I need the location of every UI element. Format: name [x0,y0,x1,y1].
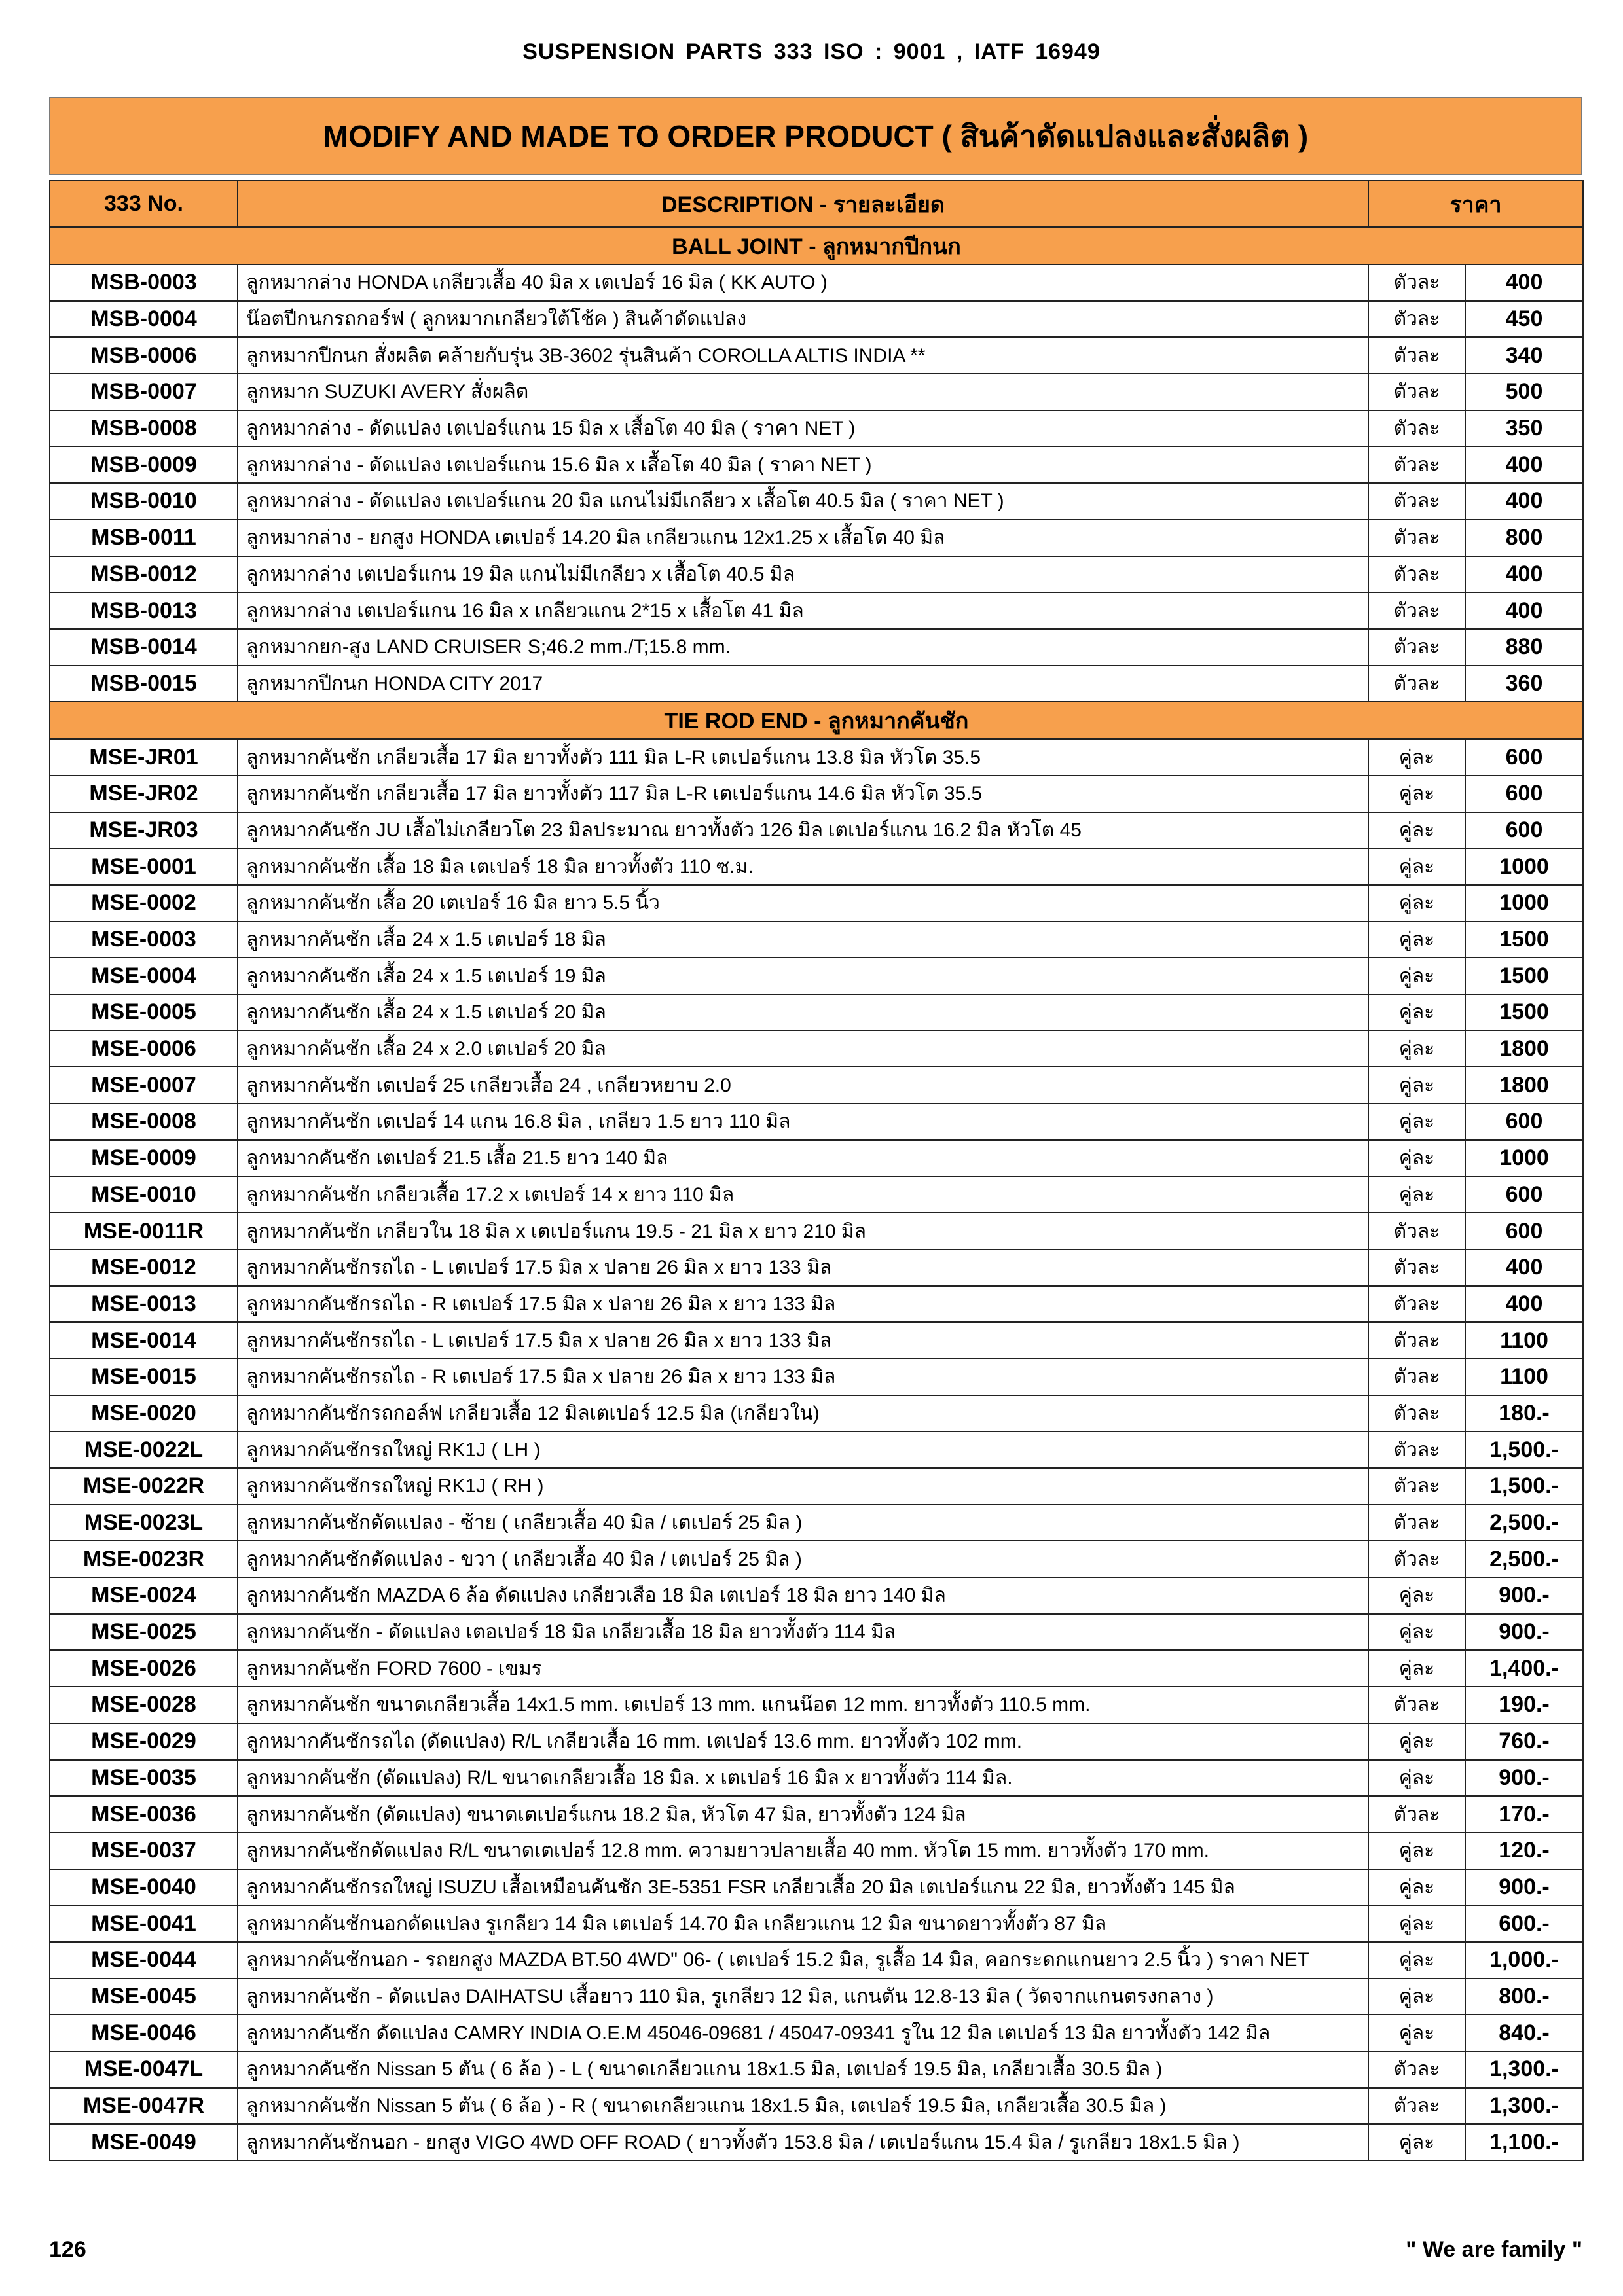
part-code-cell: MSE-0011R [50,1213,238,1249]
unit-cell: คู่ละ [1368,1869,1465,1906]
description-cell: ลูกหมากล่าง - ยกสูง HONDA เตเปอร์ 14.20 มิล เกลียวแกน 12x1.25 x เสื้อโต 40 มิล [238,520,1368,556]
part-code-cell: MSE-0022L [50,1431,238,1468]
part-code-cell: MSE-0013 [50,1286,238,1323]
price-cell: 1000 [1465,848,1583,885]
description-cell: ลูกหมากคันชัก เสื้อ 24 x 1.5 เตเปอร์ 19 มิล [238,958,1368,994]
unit-cell: คู่ละ [1368,1942,1465,1979]
table-row [50,994,1583,1031]
footer-slogan: " We are family " [1406,2237,1582,2262]
price-cell: 600 [1465,776,1583,812]
unit-cell: ตัวละ [1368,1322,1465,1359]
description-cell: ลูกหมากคันชักนอก - ยกสูง VIGO 4WD OFF ROAD ( ยาวทั้งตัว 153.8 มิล / เตเปอร์แกน 15.4 มิล / รูเกลียว 18x1.5 มิล ) [238,2124,1368,2161]
part-code-cell: MSE-0008 [50,1103,238,1140]
part-code-cell: MSE-0001 [50,848,238,885]
price-cell: 170.- [1465,1796,1583,1833]
description-cell: ลูกหมากคันชักรถไถ - L เตเปอร์ 17.5 มิล x ปลาย 26 มิล x ยาว 133 มิล [238,1249,1368,1286]
part-code-cell: MSB-0009 [50,446,238,483]
table-row [50,1796,1583,1833]
price-cell: 1,500.- [1465,1468,1583,1505]
table-row [50,958,1583,994]
table-row [50,1687,1583,1723]
part-code-cell: MSE-0036 [50,1796,238,1833]
part-code-cell: MSE-0024 [50,1577,238,1614]
unit-cell: ตัวละ [1368,1213,1465,1249]
unit-cell: คู่ละ [1368,885,1465,922]
table-row [50,885,1583,922]
price-cell: 1000 [1465,885,1583,922]
price-cell: 400 [1465,446,1583,483]
description-cell: ลูกหมากคันชัก เกลียวใน 18 มิล x เตเปอร์แกน 19.5 - 21 มิล x ยาว 210 มิล [238,1213,1368,1249]
table-row [50,2124,1583,2161]
unit-cell: ตัวละ [1368,666,1465,702]
unit-cell: คู่ละ [1368,2015,1465,2051]
table-row [50,1905,1583,1942]
price-cell: 1100 [1465,1359,1583,1395]
table-row [50,1833,1583,1869]
price-cell: 1,400.- [1465,1650,1583,1687]
part-code-cell: MSB-0015 [50,666,238,702]
price-cell: 2,500.- [1465,1541,1583,1577]
table-row [50,264,1583,301]
section-header-row [50,702,1583,739]
table-row [50,629,1583,666]
price-cell: 1100 [1465,1322,1583,1359]
part-code-cell: MSE-0045 [50,1979,238,2015]
price-cell: 880 [1465,629,1583,666]
price-cell: 1,100.- [1465,2124,1583,2161]
price-cell: 840.- [1465,2015,1583,2051]
part-code-cell: MSE-0047R [50,2088,238,2125]
description-cell: ลูกหมากคันชักนอกดัดแปลง รูเกลียว 14 มิล เตเปอร์ 14.70 มิล เกลียวแกน 12 มิล ขนาดยาวทั้งตัว 87 มิล [238,1905,1368,1942]
part-code-cell: MSE-0005 [50,994,238,1031]
description-cell: ลูกหมากคันชักรถไถ (ดัดแปลง) R/L เกลียวเสื้อ 16 mm. เตเปอร์ 13.6 mm. ยาวทั้งตัว 102 mm. [238,1723,1368,1760]
unit-cell: ตัวละ [1368,1541,1465,1577]
price-cell: 400 [1465,592,1583,629]
table-body [50,227,1583,2161]
description-cell: ลูกหมากคันชักรถกอล์ฟ เกลียวเสื้อ 12 มิลเตเปอร์ 12.5 มิล (เกลียวใน) [238,1395,1368,1432]
part-code-cell: MSB-0013 [50,592,238,629]
part-code-cell: MSE-0002 [50,885,238,922]
column-header-code: 333 No. [50,181,238,227]
table-row [50,1760,1583,1797]
price-cell: 350 [1465,410,1583,447]
description-cell: ลูกหมากคันชักดัดแปลง R/L ขนาดเตเปอร์ 12.8 mm. ความยาวปลายเสื้อ 40 mm. หัวโต 15 mm. ยาวทั้งตัว 170 mm. [238,1833,1368,1869]
part-code-cell: MSE-0015 [50,1359,238,1395]
part-code-cell: MSE-0044 [50,1942,238,1979]
price-cell: 800.- [1465,1979,1583,2015]
unit-cell: คู่ละ [1368,1760,1465,1797]
price-cell: 190.- [1465,1687,1583,1723]
description-cell: ลูกหมากคันชักรถใหญ่ RK1J ( RH ) [238,1468,1368,1505]
price-cell: 1800 [1465,1031,1583,1067]
unit-cell: ตัวละ [1368,410,1465,447]
description-cell: ลูกหมากคันชัก เสื้อ 20 เตเปอร์ 16 มิล ยาว 5.5 นิ้ว [238,885,1368,922]
table-row [50,446,1583,483]
unit-cell: คู่ละ [1368,1833,1465,1869]
part-code-cell: MSE-0003 [50,922,238,958]
part-code-cell: MSE-0025 [50,1614,238,1651]
price-cell: 400 [1465,483,1583,520]
description-cell: ลูกหมาก SUZUKI AVERY สั่งผลิต [238,374,1368,410]
price-list-table [49,180,1584,2161]
unit-cell: ตัวละ [1368,301,1465,338]
price-cell: 500 [1465,374,1583,410]
unit-cell: ตัวละ [1368,2051,1465,2088]
part-code-cell: MSE-0040 [50,1869,238,1906]
unit-cell: คู่ละ [1368,922,1465,958]
unit-cell: คู่ละ [1368,994,1465,1031]
price-cell: 1500 [1465,994,1583,1031]
description-cell: ลูกหมากคันชักดัดแปลง - ซ้าย ( เกลียวเสื้อ 40 มิล / เตเปอร์ 25 มิล ) [238,1505,1368,1541]
unit-cell: คู่ละ [1368,958,1465,994]
table-row [50,1942,1583,1979]
price-cell: 600 [1465,1177,1583,1213]
unit-cell: คู่ละ [1368,1577,1465,1614]
table-row [50,812,1583,849]
price-cell: 1,500.- [1465,1431,1583,1468]
description-cell: ลูกหมากคันชัก Nissan 5 ตัน ( 6 ล้อ ) - R ( ขนาดเกลียวแกน 18x1.5 มิล, เตเปอร์ 19.5 มิล, เกลียวเสื้อ 30.5 มิล ) [238,2088,1368,2125]
table-row [50,374,1583,410]
part-code-cell: MSE-0009 [50,1140,238,1177]
description-cell: ลูกหมากคันชักรถไถ - R เตเปอร์ 17.5 มิล x ปลาย 26 มิล x ยาว 133 มิล [238,1286,1368,1323]
part-code-cell: MSE-0047L [50,2051,238,2088]
price-cell: 1,300.- [1465,2051,1583,2088]
unit-cell: คู่ละ [1368,1979,1465,2015]
description-cell: ลูกหมากคันชัก เกลียวเสื้อ 17 มิล ยาวทั้งตัว 117 มิล L-R เตเปอร์แกน 14.6 มิล หัวโต 35.5 [238,776,1368,812]
description-cell: ลูกหมากคันชัก เกลียวเสื้อ 17.2 x เตเปอร์ 14 x ยาว 110 มิล [238,1177,1368,1213]
price-cell: 900.- [1465,1760,1583,1797]
table-row [50,556,1583,593]
table-row [50,1359,1583,1395]
table-row [50,520,1583,556]
unit-cell: ตัวละ [1368,556,1465,593]
price-cell: 1500 [1465,958,1583,994]
table-row [50,2015,1583,2051]
price-cell: 360 [1465,666,1583,702]
table-header-row [50,181,1583,227]
unit-cell: ตัวละ [1368,592,1465,629]
part-code-cell: MSE-JR01 [50,739,238,776]
part-code-cell: MSE-0023R [50,1541,238,1577]
description-cell: ลูกหมากคันชัก Nissan 5 ตัน ( 6 ล้อ ) - L ( ขนาดเกลียวแกน 18x1.5 มิล, เตเปอร์ 19.5 มิล, เกลียวเสื้อ 30.5 มิล ) [238,2051,1368,2088]
price-cell: 1800 [1465,1067,1583,1103]
table-row [50,337,1583,374]
description-cell: ลูกหมากคันชักรถใหญ่ RK1J ( LH ) [238,1431,1368,1468]
price-cell: 1000 [1465,1140,1583,1177]
description-cell: ลูกหมากคันชัก - ดัดแปลง เตอเปอร์ 18 มิล เกลียวเสื้อ 18 มิล ยาวทั้งตัว 114 มิล [238,1614,1368,1651]
table-row [50,1541,1583,1577]
price-cell: 180.- [1465,1395,1583,1432]
description-cell: ลูกหมากคันชักรถใหญ่ ISUZU เสื้อเหมือนคันชัก 3E-5351 FSR เกลียวเสื้อ 20 มิล เตเปอร์แกน 22 มิล, ยาวทั้งตัว 145 มิล [238,1869,1368,1906]
description-cell: ลูกหมากคันชักรถไถ - R เตเปอร์ 17.5 มิล x ปลาย 26 มิล x ยาว 133 มิล [238,1359,1368,1395]
column-header-price: ราคา [1368,181,1583,227]
description-cell: ลูกหมากคันชัก ดัดแปลง CAMRY INDIA O.E.M 45046-09681 / 45047-09341 รูใน 12 มิล เตเปอร์ 13 มิล ยาวทั้งตัว 142 มิล [238,2015,1368,2051]
description-cell: ลูกหมากล่าง HONDA เกลียวเสื้อ 40 มิล x เตเปอร์ 16 มิล ( KK AUTO ) [238,264,1368,301]
description-cell: ลูกหมากคันชัก (ดัดแปลง) ขนาดเตเปอร์แกน 18.2 มิล, หัวโต 47 มิล, ยาวทั้งตัว 124 มิล [238,1796,1368,1833]
unit-cell: คู่ละ [1368,1103,1465,1140]
page-number: 126 [49,2237,86,2262]
unit-cell: ตัวละ [1368,1359,1465,1395]
part-code-cell: MSE-JR02 [50,776,238,812]
part-code-cell: MSB-0006 [50,337,238,374]
unit-cell: คู่ละ [1368,848,1465,885]
price-cell: 400 [1465,264,1583,301]
price-cell: 800 [1465,520,1583,556]
table-row [50,739,1583,776]
table-row [50,922,1583,958]
table-row [50,1322,1583,1359]
table-row [50,1650,1583,1687]
description-cell: ลูกหมากคันชัก - ดัดแปลง DAIHATSU เสื้อยาว 110 มิล, รูเกลียว 12 มิล, แกนตัน 12.8-13 มิล ( วัดจากแกนตรงกลาง ) [238,1979,1368,2015]
part-code-cell: MSE-0026 [50,1650,238,1687]
part-code-cell: MSE-0029 [50,1723,238,1760]
table-row [50,1723,1583,1760]
description-cell: ลูกหมากคันชัก เสื้อ 24 x 1.5 เตเปอร์ 18 มิล [238,922,1368,958]
part-code-cell: MSE-0037 [50,1833,238,1869]
unit-cell: ตัวละ [1368,629,1465,666]
unit-cell: ตัวละ [1368,374,1465,410]
part-code-cell: MSE-0023L [50,1505,238,1541]
price-cell: 760.- [1465,1723,1583,1760]
table-row [50,483,1583,520]
table-row [50,776,1583,812]
description-cell: ลูกหมากล่าง เตเปอร์แกน 19 มิล แกนไม่มีเกลียว x เสื้อโต 40.5 มิล [238,556,1368,593]
product-category-banner: MODIFY AND MADE TO ORDER PRODUCT ( สินค้าดัดแปลงและสั่งผลิต ) [49,97,1582,175]
part-code-cell: MSE-0014 [50,1322,238,1359]
part-code-cell: MSE-0046 [50,2015,238,2051]
table-row [50,2051,1583,2088]
part-code-cell: MSB-0003 [50,264,238,301]
price-cell: 1,000.- [1465,1942,1583,1979]
description-cell: ลูกหมากคันชักนอก - รถยกสูง MAZDA BT.50 4WD" 06- ( เตเปอร์ 15.2 มิล, รูเสื้อ 14 มิล, คอกระดกแกนยาว 2.5 นิ้ว ) ราคา NET [238,1942,1368,1979]
table-row [50,592,1583,629]
description-cell: น๊อตปีกนกรถกอร์ฟ ( ลูกหมากเกลียวใต้โช้ค ) สินค้าดัดแปลง [238,301,1368,338]
part-code-cell: MSE-0007 [50,1067,238,1103]
unit-cell: ตัวละ [1368,1687,1465,1723]
table-row [50,410,1583,447]
description-cell: ลูกหมากคันชัก MAZDA 6 ล้อ ดัดแปลง เกลียวเสือ 18 มิล เตเปอร์ 18 มิล ยาว 140 มิล [238,1577,1368,1614]
unit-cell: ตัวละ [1368,1286,1465,1323]
section-header-row [50,227,1583,264]
price-cell: 900.- [1465,1869,1583,1906]
unit-cell: ตัวละ [1368,1395,1465,1432]
part-code-cell: MSE-0041 [50,1905,238,1942]
unit-cell: คู่ละ [1368,739,1465,776]
part-code-cell: MSB-0011 [50,520,238,556]
unit-cell: คู่ละ [1368,1140,1465,1177]
unit-cell: ตัวละ [1368,1796,1465,1833]
unit-cell: ตัวละ [1368,483,1465,520]
page-header-title: SUSPENSION PARTS 333 ISO : 9001 , IATF 16949 [522,39,1101,64]
unit-cell: ตัวละ [1368,446,1465,483]
part-code-cell: MSB-0004 [50,301,238,338]
unit-cell: คู่ละ [1368,1067,1465,1103]
table-row [50,2088,1583,2125]
unit-cell: คู่ละ [1368,2124,1465,2161]
part-code-cell: MSE-JR03 [50,812,238,849]
description-cell: ลูกหมากคันชัก เกลียวเสื้อ 17 มิล ยาวทั้งตัว 111 มิล L-R เตเปอร์แกน 13.8 มิล หัวโต 35.5 [238,739,1368,776]
table-row [50,1140,1583,1177]
table-row [50,1505,1583,1541]
price-cell: 600 [1465,1213,1583,1249]
unit-cell: คู่ละ [1368,776,1465,812]
table-row [50,1979,1583,2015]
table-row [50,666,1583,702]
description-cell: ลูกหมากคันชัก (ดัดแปลง) R/L ขนาดเกลียวเสื้อ 18 มิล. x เตเปอร์ 16 มิล x ยาวทั้งตัว 114 มิล. [238,1760,1368,1797]
description-cell: ลูกหมากล่าง - ดัดแปลง เตเปอร์แกน 20 มิล แกนไม่มีเกลียว x เสื้อโต 40.5 มิล ( ราคา NET ) [238,483,1368,520]
description-cell: ลูกหมากคันชัก ขนาดเกลียวเสื้อ 14x1.5 mm. เตเปอร์ 13 mm. แกนน๊อต 12 mm. ยาวทั้งตัว 110.5 mm. [238,1687,1368,1723]
description-cell: ลูกหมากล่าง - ดัดแปลง เตเปอร์แกน 15.6 มิล x เสื้อโต 40 มิล ( ราคา NET ) [238,446,1368,483]
unit-cell: ตัวละ [1368,1249,1465,1286]
part-code-cell: MSB-0008 [50,410,238,447]
part-code-cell: MSE-0022R [50,1468,238,1505]
description-cell: ลูกหมากคันชัก เสื้อ 24 x 2.0 เตเปอร์ 20 มิล [238,1031,1368,1067]
description-cell: ลูกหมากคันชัก เสื้อ 24 x 1.5 เตเปอร์ 20 มิล [238,994,1368,1031]
description-cell: ลูกหมากปีกนก สั่งผลิต คล้ายกับรุ่น 3B-3602 รุ่นสินค้า COROLLA ALTIS INDIA ** [238,337,1368,374]
price-cell: 600 [1465,739,1583,776]
part-code-cell: MSB-0010 [50,483,238,520]
unit-cell: คู่ละ [1368,1905,1465,1942]
part-code-cell: MSB-0007 [50,374,238,410]
description-cell: ลูกหมากคันชัก เตเปอร์ 25 เกลียวเสื้อ 24 , เกลียวหยาบ 2.0 [238,1067,1368,1103]
table-row [50,1869,1583,1906]
price-cell: 120.- [1465,1833,1583,1869]
part-code-cell: MSE-0004 [50,958,238,994]
part-code-cell: MSE-0010 [50,1177,238,1213]
price-cell: 600 [1465,812,1583,849]
price-cell: 340 [1465,337,1583,374]
price-cell: 400 [1465,556,1583,593]
table-row [50,1031,1583,1067]
unit-cell: ตัวละ [1368,1468,1465,1505]
part-code-cell: MSE-0012 [50,1249,238,1286]
price-cell: 450 [1465,301,1583,338]
table-row [50,1577,1583,1614]
description-cell: ลูกหมากยก-สูง LAND CRUISER S;46.2 mm./T;15.8 mm. [238,629,1368,666]
price-cell: 400 [1465,1286,1583,1323]
description-cell: ลูกหมากคันชัก เตเปอร์ 14 แกน 16.8 มิล , เกลียว 1.5 ยาว 110 มิล [238,1103,1368,1140]
price-cell: 1,300.- [1465,2088,1583,2125]
description-cell: ลูกหมากคันชักดัดแปลง - ขวา ( เกลียวเสื้อ 40 มิล / เตเปอร์ 25 มิล ) [238,1541,1368,1577]
description-cell: ลูกหมากคันชัก JU เสื้อไม่เกลียวโต 23 มิลประมาณ ยาวทั้งตัว 126 มิล เตเปอร์แกน 16.2 มิล หัวโต 45 [238,812,1368,849]
table-row [50,1213,1583,1249]
unit-cell: ตัวละ [1368,1431,1465,1468]
price-cell: 900.- [1465,1614,1583,1651]
unit-cell: ตัวละ [1368,337,1465,374]
section-title: TIE ROD END - ลูกหมากคันชัก [50,702,1583,739]
description-cell: ลูกหมากคันชักรถไถ - L เตเปอร์ 17.5 มิล x ปลาย 26 มิล x ยาว 133 มิล [238,1322,1368,1359]
price-cell: 600.- [1465,1905,1583,1942]
part-code-cell: MSE-0049 [50,2124,238,2161]
unit-cell: คู่ละ [1368,812,1465,849]
table-row [50,1395,1583,1432]
description-cell: ลูกหมากปีกนก HONDA CITY 2017 [238,666,1368,702]
table-row [50,301,1583,338]
table-row [50,1177,1583,1213]
unit-cell: ตัวละ [1368,264,1465,301]
part-code-cell: MSE-0020 [50,1395,238,1432]
table-row [50,848,1583,885]
description-cell: ลูกหมากคันชัก เตเปอร์ 21.5 เสื้อ 21.5 ยาว 140 มิล [238,1140,1368,1177]
unit-cell: ตัวละ [1368,2088,1465,2125]
table-row [50,1067,1583,1103]
description-cell: ลูกหมากคันชัก FORD 7600 - เขมร [238,1650,1368,1687]
description-cell: ลูกหมากล่าง - ดัดแปลง เตเปอร์แกน 15 มิล x เสื้อโต 40 มิล ( ราคา NET ) [238,410,1368,447]
part-code-cell: MSE-0035 [50,1760,238,1797]
price-cell: 900.- [1465,1577,1583,1614]
table-row [50,1614,1583,1651]
table-row [50,1249,1583,1286]
unit-cell: คู่ละ [1368,1723,1465,1760]
description-cell: ลูกหมากล่าง เตเปอร์แกน 16 มิล x เกลียวแกน 2*15 x เสื้อโต 41 มิล [238,592,1368,629]
part-code-cell: MSE-0006 [50,1031,238,1067]
unit-cell: คู่ละ [1368,1031,1465,1067]
table-row [50,1431,1583,1468]
price-cell: 400 [1465,1249,1583,1286]
table-row [50,1103,1583,1140]
table-row [50,1468,1583,1505]
unit-cell: คู่ละ [1368,1177,1465,1213]
description-cell: ลูกหมากคันชัก เสื้อ 18 มิล เตเปอร์ 18 มิล ยาวทั้งตัว 110 ซ.ม. [238,848,1368,885]
price-cell: 2,500.- [1465,1505,1583,1541]
column-header-description: DESCRIPTION - รายละเอียด [238,181,1368,227]
unit-cell: คู่ละ [1368,1614,1465,1651]
section-title: BALL JOINT - ลูกหมากปีกนก [50,227,1583,264]
unit-cell: คู่ละ [1368,1650,1465,1687]
unit-cell: ตัวละ [1368,1505,1465,1541]
price-cell: 1500 [1465,922,1583,958]
part-code-cell: MSB-0012 [50,556,238,593]
price-cell: 600 [1465,1103,1583,1140]
part-code-cell: MSB-0014 [50,629,238,666]
part-code-cell: MSE-0028 [50,1687,238,1723]
unit-cell: ตัวละ [1368,520,1465,556]
table-row [50,1286,1583,1323]
